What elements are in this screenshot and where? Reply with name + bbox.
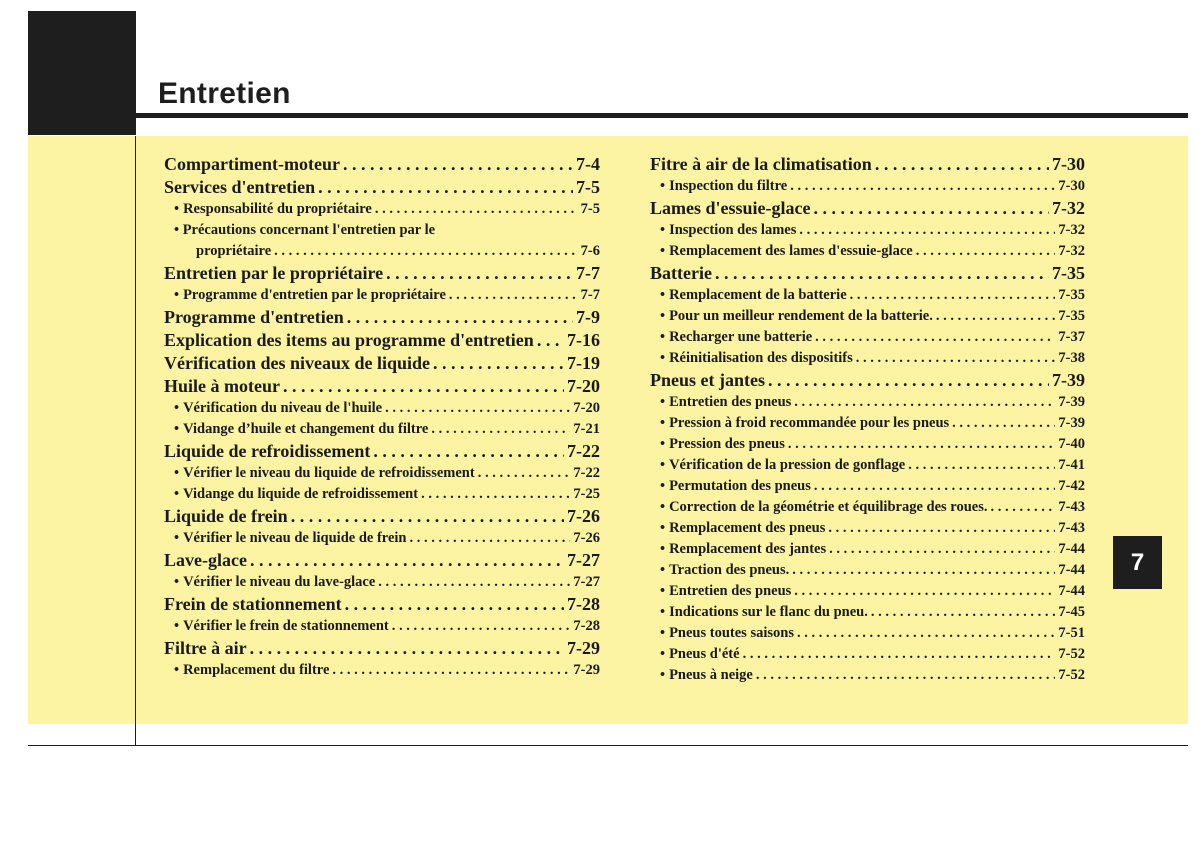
dot-leader xyxy=(345,593,564,616)
dot-leader xyxy=(813,197,1049,220)
toc-entry-label: Inspection du filtre xyxy=(669,178,788,194)
dot-leader xyxy=(850,285,1056,306)
toc-entry-label: Inspection des lames xyxy=(669,222,797,238)
bullet-icon: • xyxy=(660,457,666,473)
dot-leader xyxy=(386,262,573,285)
toc-subentry[interactable] xyxy=(650,327,1085,348)
title-rule xyxy=(136,113,1188,118)
dot-leader xyxy=(797,623,1055,644)
toc-page-number: 7-19 xyxy=(567,353,600,373)
dot-leader xyxy=(990,497,1055,518)
toc-subentry[interactable] xyxy=(650,623,1085,644)
bullet-icon: • xyxy=(174,486,180,502)
toc-page-number: 7-28 xyxy=(573,618,600,634)
toc-subentry[interactable] xyxy=(164,572,600,593)
bullet-icon: • xyxy=(174,201,180,217)
toc-entry-label: Vérifier le frein de stationnement xyxy=(183,618,389,634)
dot-leader xyxy=(250,549,564,572)
toc-entry-label: Entretien des pneus xyxy=(669,394,792,410)
toc-page-number: 7-4 xyxy=(576,154,600,174)
toc-subentry[interactable] xyxy=(650,348,1085,369)
dot-leader xyxy=(756,665,1056,686)
toc-entry-label: Vérification du niveau de l'huile xyxy=(183,400,383,416)
bullet-icon: • xyxy=(660,436,666,452)
dot-leader xyxy=(952,413,1055,434)
bullet-icon: • xyxy=(660,667,666,683)
toc-page-number: 7-7 xyxy=(580,287,600,303)
toc-page-number: 7-20 xyxy=(567,376,600,396)
dot-leader xyxy=(936,306,1056,327)
toc-page-number: 7-32 xyxy=(1058,243,1085,259)
toc-entry-label: Remplacement du filtre xyxy=(183,662,330,678)
toc-entry-label: Pneus toutes saisons xyxy=(669,625,794,641)
toc-entry-label: propriétaire xyxy=(196,243,272,259)
dot-leader xyxy=(908,455,1055,476)
dot-leader xyxy=(478,463,571,484)
toc-page-number: 7-38 xyxy=(1058,350,1085,366)
toc-entry-label: Batterie xyxy=(650,263,712,283)
toc-entry-label: Correction de la géométrie et équilibrage des roues. xyxy=(669,499,988,515)
toc-entry[interactable] xyxy=(164,375,600,398)
bullet-icon: • xyxy=(660,646,666,662)
toc-page-number: 7-35 xyxy=(1052,263,1085,283)
bullet-icon: • xyxy=(660,541,666,557)
dot-leader xyxy=(274,241,577,262)
dot-leader xyxy=(421,484,570,505)
bullet-icon: • xyxy=(660,604,666,620)
bullet-icon: • xyxy=(660,415,666,431)
toc-entry-label: Lave-glace xyxy=(164,550,247,570)
dot-leader xyxy=(433,352,564,375)
toc-entry-label: Remplacement des pneus xyxy=(669,520,826,536)
toc-page-number: 7-27 xyxy=(567,550,600,570)
margin-line xyxy=(135,136,136,746)
toc-subentry[interactable] xyxy=(650,455,1085,476)
bullet-icon: • xyxy=(174,465,180,481)
toc-subentry[interactable] xyxy=(164,199,600,220)
toc-page-number: 7-22 xyxy=(573,465,600,481)
toc-page-number: 7-5 xyxy=(576,177,600,197)
toc-entry-label: Programme d'entretien xyxy=(164,307,344,327)
toc-subentry[interactable] xyxy=(650,581,1085,602)
toc-subentry[interactable] xyxy=(650,518,1085,539)
toc-entry-label: Compartiment-moteur xyxy=(164,154,340,174)
bullet-icon: • xyxy=(174,574,180,590)
dot-leader xyxy=(856,348,1056,369)
toc-entry-label: Remplacement de la batterie xyxy=(669,287,847,303)
dot-leader xyxy=(385,398,570,419)
toc-subentry[interactable] xyxy=(650,434,1085,455)
dot-leader xyxy=(815,327,1055,348)
bullet-icon: • xyxy=(174,400,180,416)
toc-page-number: 7-40 xyxy=(1058,436,1085,452)
toc-page-number: 7-39 xyxy=(1058,415,1085,431)
dot-leader xyxy=(347,306,573,329)
dot-leader xyxy=(875,153,1049,176)
toc-subentry[interactable] xyxy=(650,644,1085,665)
toc-page-number: 7-9 xyxy=(576,307,600,327)
toc-entry-label: Traction des pneus. xyxy=(669,562,790,578)
toc-right-column xyxy=(650,153,1085,686)
toc-subentry[interactable] xyxy=(650,176,1085,197)
toc-subentry[interactable] xyxy=(650,497,1085,518)
bullet-icon: • xyxy=(174,421,180,437)
toc-subentry[interactable] xyxy=(164,528,600,549)
toc-page-number: 7-26 xyxy=(567,506,600,526)
toc-page-number: 7-44 xyxy=(1058,562,1085,578)
toc-page-number: 7-30 xyxy=(1058,178,1085,194)
dot-leader xyxy=(794,581,1055,602)
toc-entry-label: Pour un meilleur rendement de la batterie. xyxy=(669,308,933,324)
toc-subentry[interactable] xyxy=(164,285,600,306)
toc-entry-label: Vérification de la pression de gonflage xyxy=(669,457,906,473)
toc-page-number: 7-30 xyxy=(1052,154,1085,174)
toc-page-number: 7-43 xyxy=(1058,499,1085,515)
toc-page-number: 7-7 xyxy=(576,263,600,283)
dot-leader xyxy=(375,199,578,220)
bullet-icon: • xyxy=(660,287,666,303)
toc-entry-label: Liquide de refroidissement xyxy=(164,441,371,461)
toc-page-number: 7-20 xyxy=(573,400,600,416)
toc-page-number: 7-52 xyxy=(1058,667,1085,683)
toc-entry[interactable] xyxy=(650,369,1085,392)
toc-subentry[interactable] xyxy=(164,241,600,262)
toc-entry-label: Vidange d’huile et changement du filtre xyxy=(183,421,429,437)
toc-page-number: 7-21 xyxy=(573,421,600,437)
dot-leader xyxy=(828,518,1055,539)
dot-leader xyxy=(794,392,1055,413)
toc-page-number: 7-16 xyxy=(567,330,600,350)
toc-subentry[interactable] xyxy=(650,476,1085,497)
bullet-icon: • xyxy=(660,308,666,324)
bullet-icon: • xyxy=(174,222,183,238)
dot-leader xyxy=(871,602,1056,623)
toc-entry[interactable] xyxy=(164,637,600,660)
toc-subentry[interactable] xyxy=(650,306,1085,327)
toc-entry-label: Huile à moteur xyxy=(164,376,280,396)
toc-subentry[interactable] xyxy=(164,419,600,440)
toc-page-number: 7-22 xyxy=(567,441,600,461)
dot-leader xyxy=(768,369,1049,392)
toc-entry-label: Pneus et jantes xyxy=(650,370,765,390)
dot-leader xyxy=(799,220,1055,241)
toc-entry-label: Fitre à air de la climatisation xyxy=(650,154,872,174)
dot-leader xyxy=(814,476,1056,497)
chapter-header-block xyxy=(28,11,136,135)
dot-leader xyxy=(431,419,570,440)
bullet-icon: • xyxy=(660,583,666,599)
toc-entry-label: Liquide de frein xyxy=(164,506,288,526)
toc-entry-label: Indications sur le flanc du pneu. xyxy=(669,604,868,620)
dot-leader xyxy=(332,660,570,681)
toc-page-number: 7-37 xyxy=(1058,329,1085,345)
toc-subentry[interactable] xyxy=(650,539,1085,560)
toc-page-number: 7-35 xyxy=(1058,308,1085,324)
toc-subentry[interactable] xyxy=(164,398,600,419)
dot-leader xyxy=(283,375,564,398)
page-title: Entretien xyxy=(158,77,291,110)
toc-entry[interactable] xyxy=(164,153,600,176)
toc-entry-label: Pression à froid recommandée pour les pneus xyxy=(669,415,950,431)
toc-entry-label: Frein de stationnement xyxy=(164,594,342,614)
dot-leader xyxy=(373,440,564,463)
bullet-icon: • xyxy=(660,520,666,536)
dot-leader xyxy=(537,329,564,352)
dot-leader xyxy=(743,644,1056,665)
toc-entry-label: Entretien des pneus xyxy=(669,583,792,599)
toc-entry[interactable] xyxy=(164,329,600,352)
toc-page-number: 7-27 xyxy=(573,574,600,590)
toc-entry[interactable] xyxy=(650,197,1085,220)
toc-entry[interactable] xyxy=(164,262,600,285)
toc-entry-label: Vidange du liquide de refroidissement xyxy=(183,486,419,502)
toc-page-number: 7-43 xyxy=(1058,520,1085,536)
toc-subentry[interactable] xyxy=(650,241,1085,262)
toc-page-number: 7-29 xyxy=(573,662,600,678)
bullet-icon: • xyxy=(660,478,666,494)
toc-page-number: 7-29 xyxy=(567,638,600,658)
bullet-icon: • xyxy=(660,178,666,194)
bullet-icon: • xyxy=(660,329,666,345)
toc-page-number: 7-42 xyxy=(1058,478,1085,494)
toc-entry-label: Permutation des pneus xyxy=(669,478,811,494)
toc-page-number: 7-45 xyxy=(1058,604,1085,620)
dot-leader xyxy=(916,241,1056,262)
dot-leader xyxy=(318,176,573,199)
toc-page-number: 7-26 xyxy=(573,530,600,546)
bullet-icon: • xyxy=(174,287,180,303)
toc-page-number: 7-51 xyxy=(1058,625,1085,641)
toc-subentry[interactable] xyxy=(650,220,1085,241)
toc-entry-label: Pneus d'été xyxy=(669,646,740,662)
toc-page-number: 7-52 xyxy=(1058,646,1085,662)
toc-entry[interactable] xyxy=(164,306,600,329)
toc-subentry[interactable] xyxy=(650,665,1085,686)
toc-entry[interactable] xyxy=(164,440,600,463)
toc-entry-label: Responsabilité du propriétaire xyxy=(183,201,372,217)
toc-entry-label: Remplacement des jantes xyxy=(669,541,827,557)
toc-page-number: 7-35 xyxy=(1058,287,1085,303)
dot-leader xyxy=(378,572,570,593)
bullet-icon: • xyxy=(660,562,666,578)
bottom-rule xyxy=(28,745,1188,746)
dot-leader xyxy=(829,539,1055,560)
toc-entry[interactable] xyxy=(164,176,600,199)
toc-entry-label: Services d'entretien xyxy=(164,177,316,197)
toc-entry[interactable] xyxy=(650,153,1085,176)
dot-leader xyxy=(291,505,564,528)
toc-left-column xyxy=(164,153,600,681)
toc-page-number: 7-44 xyxy=(1058,541,1085,557)
toc-entry-label: Précautions concernant l'entretien par le xyxy=(182,222,436,238)
toc-subentry[interactable] xyxy=(650,560,1085,581)
toc-entry-label: Remplacement des lames d'essuie-glace xyxy=(669,243,913,259)
dot-leader xyxy=(449,285,578,306)
dot-leader xyxy=(788,434,1056,455)
bullet-icon: • xyxy=(174,662,180,678)
dot-leader xyxy=(250,637,564,660)
toc-entry-label: Pneus à neige xyxy=(669,667,753,683)
toc-subentry[interactable] xyxy=(650,392,1085,413)
toc-page-number: 7-39 xyxy=(1058,394,1085,410)
toc-page-number: 7-32 xyxy=(1058,222,1085,238)
dot-leader xyxy=(715,262,1049,285)
bullet-icon: • xyxy=(660,394,666,410)
toc-page-number: 7-5 xyxy=(580,201,600,217)
bullet-icon: • xyxy=(660,499,666,515)
bullet-icon: • xyxy=(660,350,666,366)
toc-subentry[interactable] xyxy=(164,484,600,505)
toc-subentry[interactable] xyxy=(164,463,600,484)
toc-page-number: 7-44 xyxy=(1058,583,1085,599)
toc-entry-label: Pression des pneus xyxy=(669,436,785,452)
toc-entry[interactable] xyxy=(164,549,600,572)
toc-subentry[interactable] xyxy=(650,602,1085,623)
toc-page-number: 7-32 xyxy=(1052,198,1085,218)
bullet-icon: • xyxy=(660,625,666,641)
toc-page-number: 7-25 xyxy=(573,486,600,502)
toc-page-number: 7-6 xyxy=(580,243,600,259)
toc-entry-label: Recharger une batterie xyxy=(669,329,813,345)
chapter-tab[interactable]: 7 xyxy=(1113,536,1162,589)
toc-page-number: 7-28 xyxy=(567,594,600,614)
dot-leader xyxy=(792,560,1055,581)
toc-entry[interactable] xyxy=(650,262,1085,285)
toc-entry-label: Vérification des niveaux de liquide xyxy=(164,353,431,373)
bullet-icon: • xyxy=(660,243,666,259)
bullet-icon: • xyxy=(660,222,666,238)
bullet-icon: • xyxy=(174,530,180,546)
toc-entry-label: Entretien par le propriétaire xyxy=(164,263,384,283)
toc-entry-label: Vérifier le niveau de liquide de frein xyxy=(183,530,407,546)
toc-entry-label: Filtre à air xyxy=(164,638,247,658)
toc-entry-label: Explication des items au programme d'entretien xyxy=(164,330,534,350)
toc-entry[interactable] xyxy=(164,505,600,528)
toc-entry-label: Réinitialisation des dispositifs xyxy=(669,350,853,366)
toc-page-number: 7-39 xyxy=(1052,370,1085,390)
toc-entry-label: Vérifier le niveau du lave-glace xyxy=(183,574,376,590)
dot-leader xyxy=(409,528,570,549)
toc-subentry[interactable] xyxy=(650,285,1085,306)
dot-leader xyxy=(343,153,573,176)
toc-entry-label: Vérifier le niveau du liquide de refroidissement xyxy=(183,465,475,481)
toc-entry-label: Lames d'essuie-glace xyxy=(650,198,811,218)
toc-subentry[interactable] xyxy=(650,413,1085,434)
toc-subentry[interactable] xyxy=(164,660,600,681)
toc-entry-label: Programme d'entretien par le propriétaire xyxy=(183,287,446,303)
toc-entry[interactable] xyxy=(164,593,600,616)
toc-entry[interactable] xyxy=(164,352,600,375)
toc-subentry[interactable] xyxy=(164,220,600,241)
toc-page-number: 7-41 xyxy=(1058,457,1085,473)
dot-leader xyxy=(392,616,571,637)
dot-leader xyxy=(790,176,1055,197)
toc-subentry[interactable] xyxy=(164,616,600,637)
bullet-icon: • xyxy=(174,618,180,634)
